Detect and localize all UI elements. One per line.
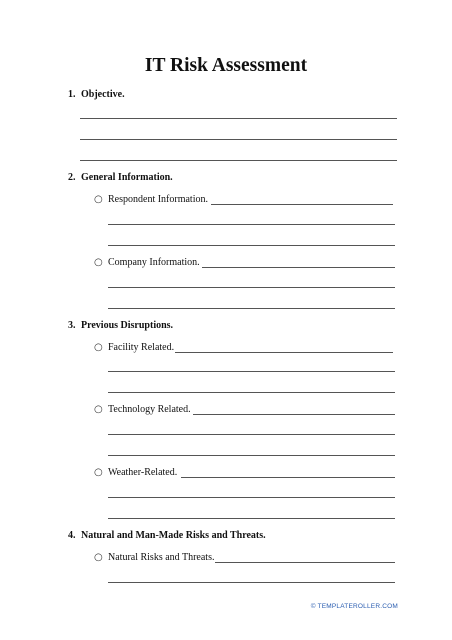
document-title: IT Risk Assessment (144, 55, 308, 76)
section-heading-previous-disruptions (68, 320, 173, 332)
blank-line[interactable] (108, 518, 395, 519)
blank-line[interactable] (108, 497, 395, 498)
blank-line[interactable] (108, 434, 395, 435)
bullet-circle-icon: ○ (94, 194, 103, 205)
section-heading-objective (68, 89, 125, 101)
section-number: 1. (68, 89, 76, 100)
bullet-circle-icon: ○ (94, 552, 103, 563)
footer-watermark[interactable] (311, 603, 398, 611)
section-title: General Information. (81, 172, 173, 183)
copyright-icon: © (310, 603, 316, 610)
respondent-information-field[interactable] (211, 204, 393, 205)
field-label-natural-risks-and-threats: Natural Risks and Threats. (108, 552, 215, 563)
bullet-circle-icon: ○ (94, 404, 103, 415)
blank-line[interactable] (108, 392, 395, 393)
blank-line[interactable] (108, 245, 395, 246)
field-label-company-information: Company Information. (108, 257, 200, 268)
blank-line[interactable] (108, 287, 395, 288)
blank-line[interactable] (80, 118, 397, 119)
blank-line[interactable] (80, 139, 397, 140)
blank-line[interactable] (108, 455, 395, 456)
company-information-field[interactable] (202, 267, 395, 268)
section-heading-natural-and-man-made-risks (68, 530, 266, 542)
blank-line[interactable] (80, 160, 397, 161)
footer-site-link[interactable]: TEMPLATEROLLER.COM (317, 603, 398, 610)
bullet-circle-icon: ○ (94, 342, 103, 353)
weather-related-field[interactable] (181, 477, 395, 478)
technology-related-field[interactable] (193, 414, 395, 415)
bullet-circle-icon: ○ (94, 257, 103, 268)
field-label-weather-related: Weather-Related. (108, 467, 178, 478)
field-label-technology-related: Technology Related. (108, 404, 191, 415)
facility-related-field[interactable] (175, 352, 393, 353)
section-title: Objective. (81, 89, 125, 100)
section-number: 4. (68, 530, 76, 541)
section-heading-general-information (68, 172, 173, 184)
section-title: Previous Disruptions. (81, 320, 174, 331)
blank-line[interactable] (108, 371, 395, 372)
section-title: Natural and Man-Made Risks and Threats. (81, 530, 266, 541)
bullet-circle-icon: ○ (94, 467, 103, 478)
blank-line[interactable] (108, 308, 395, 309)
section-number: 2. (68, 172, 76, 183)
blank-line[interactable] (108, 582, 395, 583)
natural-risks-and-threats-field[interactable] (215, 562, 395, 563)
field-label-respondent-information: Respondent Information. (108, 194, 208, 205)
blank-line[interactable] (108, 224, 395, 225)
field-label-facility-related: Facility Related. (108, 342, 175, 353)
section-number: 3. (68, 320, 76, 331)
